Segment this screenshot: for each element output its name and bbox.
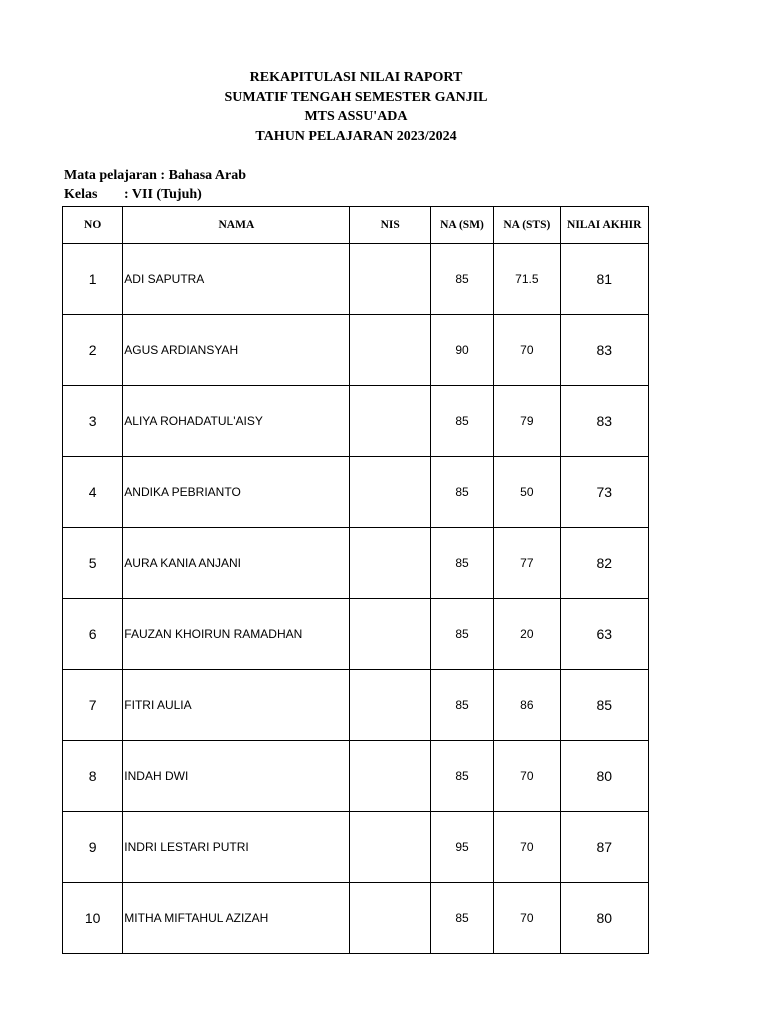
cell-na-sts: 50 (494, 457, 560, 528)
cell-nilai-akhir: 80 (560, 741, 649, 812)
cell-na-sm: 85 (430, 741, 493, 812)
column-header-nilai-akhir: NILAI AKHIR (560, 207, 649, 244)
cell-nilai-akhir: 85 (560, 670, 649, 741)
title-line-assessment: SUMATIF TENGAH SEMESTER GANJIL (224, 89, 488, 105)
cell-nis (350, 741, 430, 812)
cell-na-sts: 77 (494, 528, 560, 599)
cell-nis (350, 528, 430, 599)
title-line-academic-year: TAHUN PELAJARAN 2023/2024 (255, 128, 457, 144)
cell-nama: AURA KANIA ANJANI (123, 528, 350, 599)
cell-nilai-akhir: 63 (560, 599, 649, 670)
cell-nilai-akhir: 87 (560, 812, 649, 883)
grades-table (62, 206, 649, 954)
cell-na-sm: 85 (430, 599, 493, 670)
table-row (63, 670, 649, 741)
cell-nilai-akhir: 73 (560, 457, 649, 528)
table-row (63, 528, 649, 599)
cell-nama: FAUZAN KHOIRUN RAMADHAN (123, 599, 350, 670)
title-line-report: REKAPITULASI NILAI RAPORT (249, 70, 463, 85)
cell-na-sm: 85 (430, 244, 493, 315)
column-header-na-sts: NA (STS) (494, 207, 560, 244)
cell-nis (350, 386, 430, 457)
cell-no: 5 (63, 528, 123, 599)
cell-no: 2 (63, 315, 123, 386)
cell-nilai-akhir: 80 (560, 883, 649, 954)
subject-line: Mata pelajaran : Bahasa Arab (64, 168, 246, 183)
cell-no: 6 (63, 599, 123, 670)
cell-nilai-akhir: 81 (560, 244, 649, 315)
column-header-nama: NAMA (123, 207, 350, 244)
cell-nis (350, 812, 430, 883)
cell-nama: MITHA MIFTAHUL AZIZAH (123, 883, 350, 954)
cell-nis (350, 244, 430, 315)
cell-na-sts: 70 (494, 883, 560, 954)
column-header-nis: NIS (350, 207, 430, 244)
cell-nama: AGUS ARDIANSYAH (123, 315, 350, 386)
cell-nama: ALIYA ROHADATUL'AISY (123, 386, 350, 457)
table-row (63, 883, 649, 954)
cell-na-sm: 95 (430, 812, 493, 883)
cell-na-sts: 70 (494, 741, 560, 812)
table-row (63, 386, 649, 457)
cell-nama: FITRI AULIA (123, 670, 350, 741)
cell-no: 7 (63, 670, 123, 741)
cell-nama: ADI SAPUTRA (123, 244, 350, 315)
cell-no: 9 (63, 812, 123, 883)
cell-no: 1 (63, 244, 123, 315)
cell-no: 8 (63, 741, 123, 812)
class-line (64, 186, 202, 204)
cell-na-sm: 85 (430, 670, 493, 741)
cell-nis (350, 599, 430, 670)
cell-na-sts: 70 (494, 315, 560, 386)
table-row (63, 741, 649, 812)
table-row (63, 599, 649, 670)
cell-na-sm: 85 (430, 386, 493, 457)
cell-nilai-akhir: 83 (560, 315, 649, 386)
title-line-school: MTS ASSU'ADA (304, 109, 408, 124)
cell-nama: INDRI LESTARI PUTRI (123, 812, 350, 883)
table-header-row (63, 207, 649, 244)
table-row (63, 244, 649, 315)
cell-no: 4 (63, 457, 123, 528)
cell-nama: ANDIKA PEBRIANTO (123, 457, 350, 528)
cell-nilai-akhir: 83 (560, 386, 649, 457)
table-row (63, 812, 649, 883)
cell-nama: INDAH DWI (123, 741, 350, 812)
cell-nis (350, 883, 430, 954)
cell-na-sts: 86 (494, 670, 560, 741)
cell-na-sts: 79 (494, 386, 560, 457)
cell-no: 3 (63, 386, 123, 457)
column-header-na-sm: NA (SM) (430, 207, 493, 244)
document-title (0, 68, 712, 146)
class-value: : VII (Tujuh) (124, 187, 202, 202)
cell-na-sm: 90 (430, 315, 493, 386)
cell-nis (350, 457, 430, 528)
cell-nis (350, 315, 430, 386)
cell-na-sm: 85 (430, 528, 493, 599)
cell-na-sm: 85 (430, 457, 493, 528)
table-row (63, 457, 649, 528)
table-row (63, 315, 649, 386)
column-header-no: NO (63, 207, 123, 244)
cell-na-sm: 85 (430, 883, 493, 954)
cell-na-sts: 71.5 (494, 244, 560, 315)
cell-nilai-akhir: 82 (560, 528, 649, 599)
cell-na-sts: 70 (494, 812, 560, 883)
cell-na-sts: 20 (494, 599, 560, 670)
cell-nis (350, 670, 430, 741)
class-label: Kelas (64, 187, 98, 202)
cell-no: 10 (63, 883, 123, 954)
